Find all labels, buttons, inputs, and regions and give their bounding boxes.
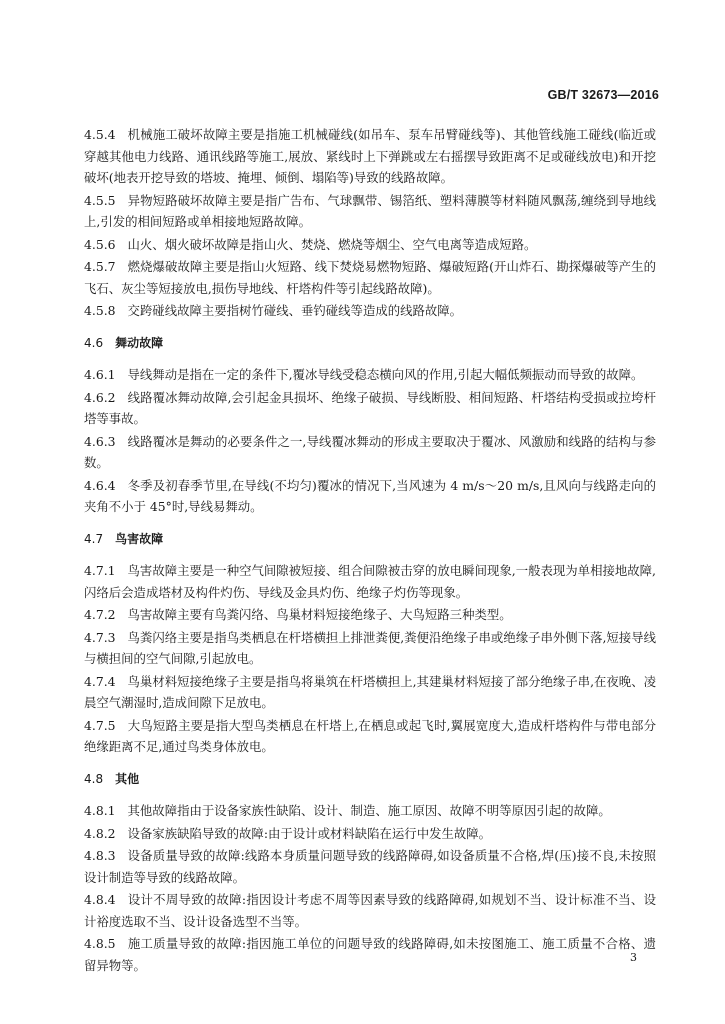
clause-4-5-4 xyxy=(84,124,656,189)
document-body xyxy=(84,124,656,977)
clause-text: 鸟巢材料短接绝缘子主要是指鸟将巢筑在杆塔横担上,其建巢材料短接了部分绝缘子串,在夜晚、凌晨空气潮湿时,造成间隙下足放电。 xyxy=(84,673,656,710)
clause-4-5-8 xyxy=(84,300,656,322)
clause-4-6-2 xyxy=(84,387,656,430)
clause-4-7-3 xyxy=(84,627,656,670)
clause-text: 其他故障指由于设备家族性缺陷、设计、制造、施工原因、故障不明等原因引起的故障。 xyxy=(127,803,611,818)
clause-text: 设备家族缺陷导致的故障:由于设计或材料缺陷在运行中发生故障。 xyxy=(127,825,492,841)
clause-4-8-2 xyxy=(84,823,656,845)
clause-number: 4.7.2 xyxy=(84,607,116,622)
clause-number: 4.6.3 xyxy=(84,433,116,449)
standard-code: GB/T 32673—2016 xyxy=(547,88,659,102)
clause-4-8-4 xyxy=(84,889,656,932)
clause-4-7-1 xyxy=(84,560,656,603)
clause-number: 4.7.1 xyxy=(84,563,116,578)
clause-text: 冬季及初春季节里,在导线(不均匀)覆冰的情况下,当风速为 4 m/s～20 m/s,且风向与线路走向的夹角不小于 45°时,导线易舞动。 xyxy=(84,477,656,514)
clause-4-8-3 xyxy=(84,845,656,888)
clause-text: 鸟粪闪络主要是指鸟类栖息在杆塔横担上排泄粪便,粪便沿绝缘子串或绝缘子串外侧下落,短接导线与横担间的空气间隙,引起放电。 xyxy=(84,629,656,666)
clause-text: 设计不周导致的故障:指因设计考虑不周等因素导致的线路障碍,如规划不当、设计标准不当、设计裕度选取不当、设计设备选型不当等。 xyxy=(84,892,656,929)
clause-number: 4.5.7 xyxy=(84,259,116,274)
clause-4-5-7 xyxy=(84,256,656,299)
section-number: 4.8 xyxy=(84,771,104,786)
section-number: 4.6 xyxy=(84,335,104,350)
clause-number: 4.6.2 xyxy=(84,389,116,405)
clause-number: 4.8.1 xyxy=(84,803,116,818)
clause-number: 4.6.1 xyxy=(84,367,116,382)
section-number: 4.7 xyxy=(84,531,104,546)
clause-4-6-3 xyxy=(84,431,656,474)
section-heading-4-7 xyxy=(84,529,656,551)
clause-4-8-5 xyxy=(84,933,656,976)
clause-number: 4.7.5 xyxy=(84,717,116,733)
clause-text: 设备质量导致的故障:线路本身质量问题导致的线路障碍,如设备质量不合格,焊(压)接不良,未按照设计制造等导致的线路故障。 xyxy=(84,848,656,885)
clause-number: 4.8.5 xyxy=(84,936,116,951)
clause-number: 4.7.4 xyxy=(84,673,116,689)
clause-text: 山火、烟火破坏故障是指山火、焚烧、燃烧等烟尘、空气电离等造成短路。 xyxy=(127,236,537,252)
clause-number: 4.8.2 xyxy=(84,825,116,841)
clause-4-7-2 xyxy=(84,604,656,626)
clause-4-8-1 xyxy=(84,800,656,822)
clause-number: 4.6.4 xyxy=(84,477,116,493)
clause-text: 燃烧爆破故障主要是指山火短路、线下焚烧易燃物短路、爆破短路(开山炸石、勘探爆破等产生的飞石、灰尘等短接放电,损伤导地线、杆塔构件等引起线路故障)。 xyxy=(84,259,656,296)
section-title: 其他 xyxy=(115,771,140,786)
clause-text: 异物短路破坏故障主要是指广告布、气球飘带、锡箔纸、塑料薄膜等材料随风飘荡,缠绕到导地线上,引发的相间短路或单相接地短路故障。 xyxy=(84,192,656,229)
clause-number: 4.5.4 xyxy=(84,127,116,142)
clause-text: 施工质量导致的故障:指因施工单位的问题导致的线路障碍,如未按图施工、施工质量不合格、遗留异物等。 xyxy=(84,936,656,973)
section-title: 舞动故障 xyxy=(115,335,164,350)
clause-number: 4.8.3 xyxy=(84,848,116,863)
clause-text: 机械施工破坏故障主要是指施工机械碰线(如吊车、泵车吊臂碰线等)、其他管线施工碰线(临近或穿越其他电力线路、通讯线路等施工,展放、紧线时上下弹跳或左右摇摆导致距离不足或碰线放电)和开挖破坏(地表开挖导致的塔坡、掩埋、倾倒、塌陷等)导致的线路故障。 xyxy=(84,127,656,185)
clause-4-7-4 xyxy=(84,671,656,714)
clause-number: 4.8.4 xyxy=(84,892,116,907)
section-heading-4-6 xyxy=(84,333,656,355)
section-title: 鸟害故障 xyxy=(115,531,164,546)
clause-text: 鸟害故障主要有鸟粪闪络、鸟巢材料短接绝缘子、大鸟短路三种类型。 xyxy=(127,607,512,622)
page-number: 3 xyxy=(630,951,637,964)
clause-text: 导线舞动是指在一定的条件下,覆冰导线受稳态横向风的作用,引起大幅低频振动而导致的故障。 xyxy=(127,367,644,382)
clause-text: 鸟害故障主要是一种空气间隙被短接、组合间隙被击穿的放电瞬间现象,一般表现为单相接地故障,闪络后会造成塔材及构件灼伤、导线及金具灼伤、绝缘子灼伤等现象。 xyxy=(84,563,656,600)
clause-text: 大鸟短路主要是指大型鸟类栖息在杆塔上,在栖息或起飞时,翼展宽度大,造成杆塔构件与带电部分绝缘距离不足,通过鸟类身体放电。 xyxy=(84,717,656,754)
clause-text: 线路覆冰是舞动的必要条件之一,导线覆冰舞动的形成主要取决于覆冰、风激励和线路的结构与参数。 xyxy=(84,433,656,470)
clause-number: 4.5.8 xyxy=(84,303,116,318)
clause-4-6-4 xyxy=(84,475,656,518)
clause-text: 交跨碰线故障主要指树竹碰线、垂钓碰线等造成的线路故障。 xyxy=(127,303,463,318)
clause-number: 4.5.6 xyxy=(84,236,116,252)
clause-4-5-5 xyxy=(84,190,656,233)
clause-number: 4.7.3 xyxy=(84,629,116,645)
section-heading-4-8 xyxy=(84,769,656,791)
clause-4-5-6 xyxy=(84,234,656,256)
clause-4-7-5 xyxy=(84,715,656,758)
clause-4-6-1 xyxy=(84,364,656,386)
clause-number: 4.5.5 xyxy=(84,192,116,208)
clause-text: 线路覆冰舞动故障,会引起金具损坏、绝缘子破损、导线断股、相间短路、杆塔结构受损或拉垮杆塔等事故。 xyxy=(84,389,656,426)
